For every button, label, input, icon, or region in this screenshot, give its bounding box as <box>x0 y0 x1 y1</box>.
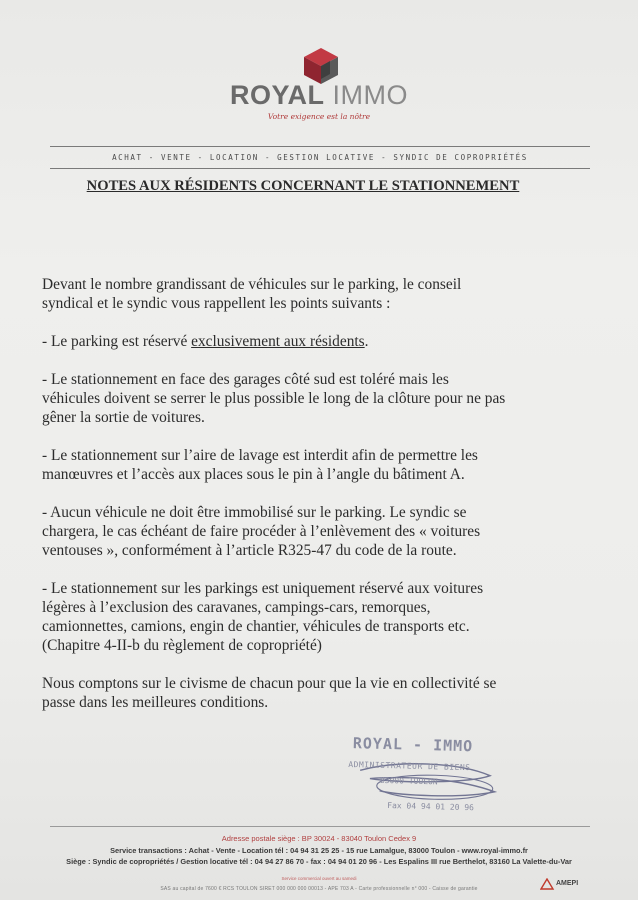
stamp-company: ROYAL - IMMO <box>352 734 474 756</box>
footer-rule <box>50 826 590 827</box>
page-title: NOTES AUX RÉSIDENTS CONCERNANT LE STATIONNEMENT <box>86 178 520 194</box>
amepi-logo-icon <box>540 878 556 890</box>
rule-1-emphasis: exclusivement aux résidents <box>191 333 365 350</box>
rule-4-line: - Aucun véhicule ne doit être immobilisé sur le parking. Le syndic se <box>42 504 467 521</box>
rule-5-line: - Le stationnement sur les parkings est uniquement réservé aux voitures <box>42 580 484 597</box>
rule-3-line: manœuvres et l’accès aux places sous le pin à l’angle du bâtiment A. <box>42 466 465 483</box>
footer-postal-address: Adresse postale siège : BP 30024 - 83040 Toulon Cedex 9 <box>221 834 417 843</box>
header-rule-top <box>50 146 590 147</box>
rule-paragraph-3 <box>42 446 572 484</box>
rule-paragraph-4 <box>42 503 572 560</box>
amepi-label: AMEPI <box>556 880 579 887</box>
notice-body <box>42 275 572 712</box>
footer-legal: SAS au capital de 7600 € RCS TOULON SIRET 000 000 000 00013 - APE 703 A - Carte professionnelle n° 000 - Caisse de garantie <box>160 886 478 892</box>
services-line: ACHAT - VENTE - LOCATION - GESTION LOCATIVE - SYNDIC DE COPROPRIÉTÉS <box>112 153 528 162</box>
intro-line: syndical et le syndic vous rappellent les points suivants : <box>42 295 391 312</box>
closing-paragraph <box>42 674 572 712</box>
footer-note: Service commercial ouvert au samedi <box>281 876 357 881</box>
rule-paragraph-5 <box>42 579 572 655</box>
rule-1-text: - Le parking est réservé <box>42 333 192 350</box>
intro-paragraph <box>42 275 572 313</box>
brand-name <box>0 80 638 111</box>
header-rule-bottom <box>50 168 590 169</box>
closing-line: passe dans les meilleures conditions. <box>42 694 269 711</box>
rule-5-line: camionnettes, camions, engin de chantier, véhicules de transports etc. <box>42 618 470 635</box>
rule-4-line: ventouses », conformément à l’article R325-47 du code de la route. <box>42 542 457 559</box>
brand-second: IMMO <box>332 80 409 110</box>
rule-1-end: . <box>364 333 369 350</box>
rule-paragraph-1 <box>42 332 572 351</box>
rule-5-line: (Chapitre 4-II-b du règlement de copropriété) <box>42 637 322 654</box>
rule-2-line: véhicules doivent se serrer le plus possible le long de la clôture pour ne pas <box>42 390 506 407</box>
stamp-activity: ADMINISTRATEUR DE BIENS <box>348 759 471 773</box>
stamp-city: 83000 TOULON <box>379 775 438 787</box>
stamp-fax: Fax 04 94 01 20 96 <box>387 801 475 813</box>
brand-first: ROYAL <box>229 80 325 110</box>
company-stamp <box>339 730 511 824</box>
rule-4-line: chargera, le cas échéant de faire procéder à l’enlèvement des « voitures <box>42 523 481 540</box>
rule-5-line: légères à l’exclusion des caravanes, campings-cars, remorques, <box>42 599 431 616</box>
intro-line: Devant le nombre grandissant de véhicules sur le parking, le conseil <box>42 276 462 293</box>
rule-3-line: - Le stationnement sur l’aire de lavage est interdit afin de permettre les <box>42 447 478 464</box>
rule-2-line: gêner la sortie de voitures. <box>42 409 205 426</box>
footer-transactions: Service transactions : Achat - Vente - Location tél : 04 94 31 25 25 - 15 rue Lamalgue, 83000 Toulon - www.royal-immo.fr <box>110 846 528 855</box>
brand-tagline: Votre exigence est la nôtre <box>267 112 371 121</box>
rule-paragraph-2 <box>42 370 572 427</box>
footer-head-office: Siège : Syndic de copropriétés / Gestion locative tél : 04 94 27 86 70 - fax : 04 94 01 20 96 - Les Espalins III rue Berthelot, 83160 La Valette-du-Var <box>66 857 572 866</box>
rule-2-line: - Le stationnement en face des garages côté sud est toléré mais les <box>42 371 449 388</box>
closing-line: Nous comptons sur le civisme de chacun pour que la vie en collectivité se <box>42 675 497 692</box>
